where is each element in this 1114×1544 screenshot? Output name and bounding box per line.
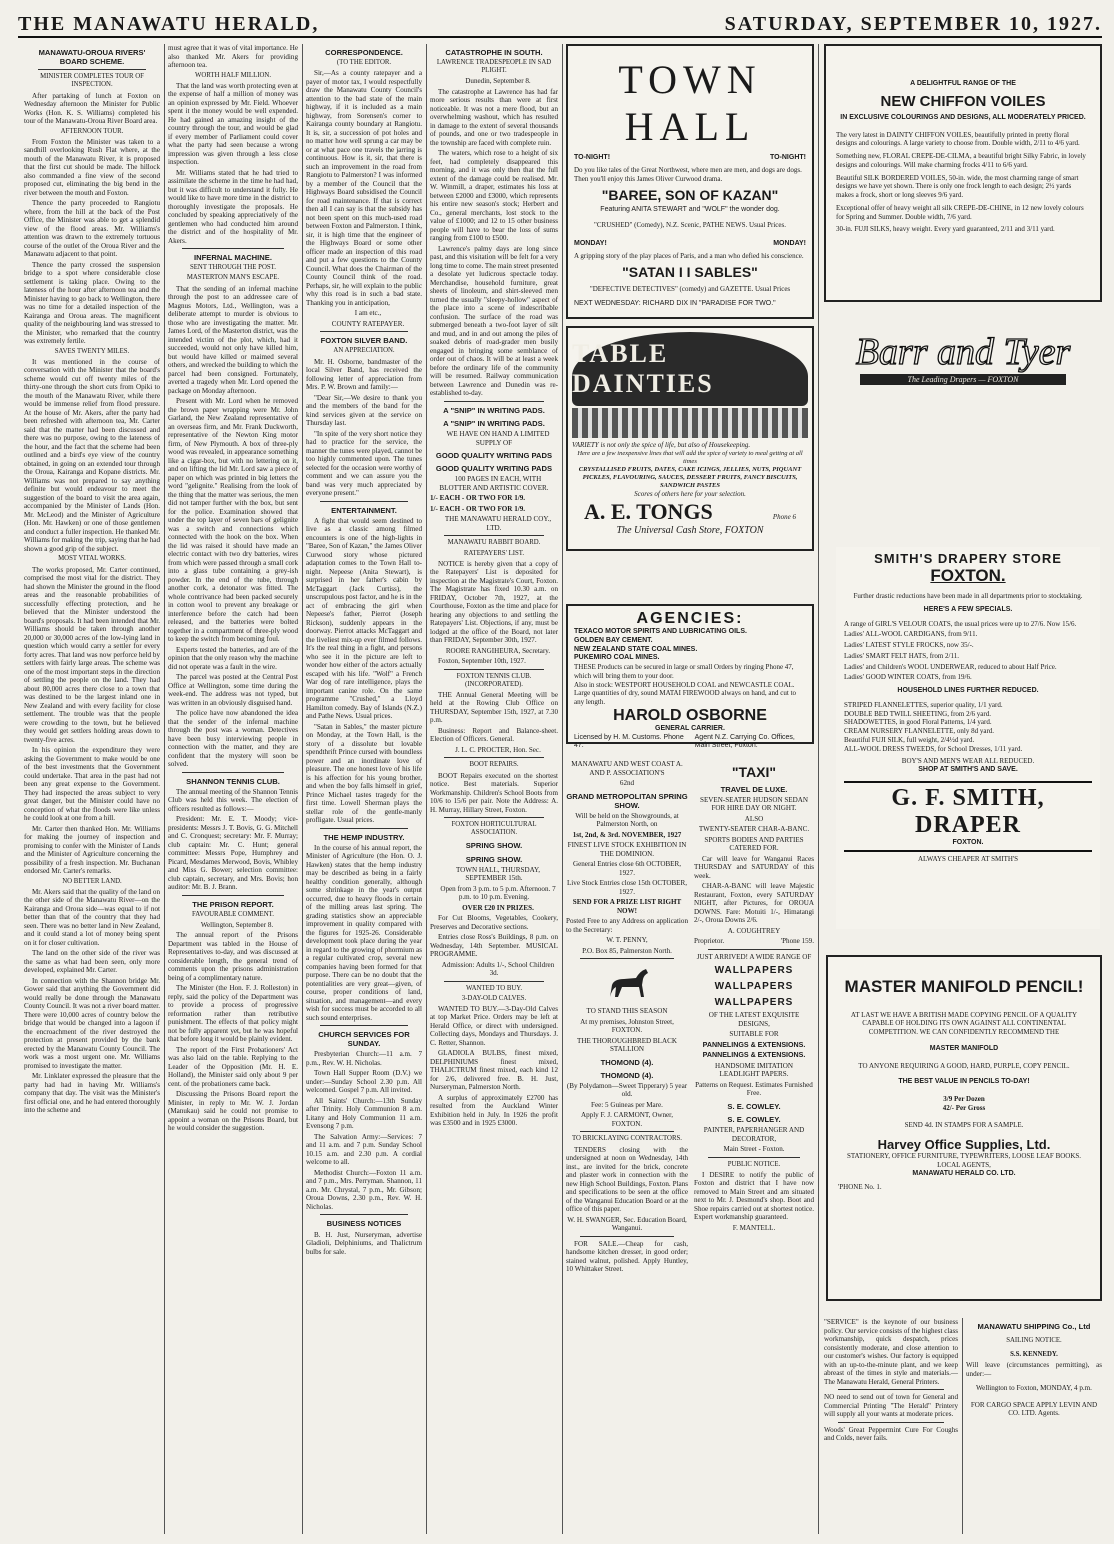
divider — [38, 69, 146, 70]
paragraph: FOR CARGO SPACE APPLY LEVIN AND CO. LTD. Agents. — [970, 1400, 1098, 1418]
signoff: I am etc., — [354, 309, 382, 318]
agency-line: PUKEMIRO COAL MINES. — [574, 654, 660, 662]
ad-text: CRYSTALLISED FRUITS, DATES, CAKE ICINGS, JELLIES, NUTS, PIQUANT PICKLES, FLAVOURING, SAUCES, DESSERT FRUITS, FANCY BISCUITS, SANDWICH PASTES — [578, 466, 802, 490]
printing-notices — [824, 1318, 958, 1534]
tagline: The Universal Cash Store, FOXTON — [616, 525, 764, 537]
divider — [580, 1236, 674, 1237]
masthead-title: THE MANAWATU HERALD, — [18, 12, 320, 35]
headline: CORRESPONDENCE. — [325, 48, 403, 57]
price: 42/- Per Gross — [942, 1103, 986, 1112]
divider — [320, 331, 408, 332]
ad-text: OF THE LATEST EXQUISITE DESIGNS, — [708, 1011, 800, 1028]
ad-item: Ladies' and Children's WOOL UNDERWEAR, reduced to about Half Price. — [844, 662, 1057, 671]
paragraph: It was mentioned in the course of conversation with the Minister that the board's scheme would cut off twenty miles of the thirty-one through the short cuts from Opiki to the mouth of the Manawatu River, while there would be immense relief from flood pressure. At the house of Mr. Akers, after the party had been refreshed with afternoon tea, Mr. Carter said that the matter had been discussed and there was no purpose, owing to the lateness of the hour, and the fact that the scheme had been outlined and a bird's eye view of the country obtained, in going on an extended tour through the Oroua, Kairanga and Kopane districts. Mr. Williams was not prepared to say anything definite but would endeavour to meet the suggestion of the board to visit the area again, accompanied by the Minister of Lands (Hon. Mr. McLeod) and the Minister of Agriculture (Hon. Mr. Hawken) or one of those gentlemen and conduct a fuller inspection. He thanked Mr. Williams for making the trip, saying that he had shown a good grip of the subject. — [24, 357, 160, 553]
paragraph: Present with Mr. Lord when he removed the brown paper wrapping were Mr. John Garland, the New Zealand representative of an overseas firm, and Mr. Frank Duckworth, representative of the Newton King motor firm, of New Plymouth. A box of three-ply wood was revealed, in appearance something like a cigar-box, but with no lettering on it, and on lifting the lid Mr. Lord saw a piece of paper on which was printed in big letters the word "gelignite." Realising from the look of the thing that the matter was serious, the men did not tamper further with the box, but sent for the police. Examination showed that under the top layer of seven bars of gelignite was a switch and connections which connected with the hook on the box. When the lid was raised it should have made an electric contact with two dry batteries, wires from which were passed through a small cork into a glass tube containing a grey-ish powder. In the end of the tube, through another cork, a detonator was fitted. The whole contrivance had been packed securely in cotton wool to prevent any breakage or interference before the catch had been released, and the batteries were bolted together in a compartment of three-ply wood to keep the switch from becoming foul. — [168, 397, 298, 644]
ad-text: PANNELINGS & EXTENSIONS. — [702, 1040, 806, 1049]
next-wednesday: NEXT WEDNESDAY: RICHARD DIX IN "PARADISE FOR TWO." — [574, 300, 776, 307]
ad-text: The very latest in DAINTY CHIFFON VOILES, beautifully printed in pretty floral designs and colourings. A large variety to choose from. Double width, 2/11 to 4/6 yard. — [836, 130, 1080, 148]
ad-item: Ladies' SMART FELT HATS, from 2/11. — [844, 651, 959, 660]
headline: THE PRISON REPORT. — [192, 899, 274, 909]
ad-text: 30-in. FUJI SILKS, heavy weight. Every yard guaranteed, 2/11 and 3/11 yard. — [836, 225, 1055, 234]
paragraph: Mr. Williams stated that he had tried to assimilate the scheme in the time he had had, but it was difficult to understand it fully. He would like to have more time in the district to thoroughly investigate the proposals. He concluded by speaking appreciatively of the gentlemen who had conducted him around the district and of the hospitality of Mr. Akers. — [168, 168, 298, 245]
ad-text: TO STAND THIS SEASON — [586, 1007, 668, 1016]
ad-text: THE THOROUGHBRED BLACK STALLION — [577, 1036, 677, 1054]
signature: ROORE RANGIHEURA, Secretary. — [445, 646, 551, 655]
ad-text: PAINTER, PAPERHANGER AND DECORATOR, — [703, 1126, 805, 1143]
ad-text: SHOP AT SMITH'S AND SAVE. — [918, 766, 1018, 773]
dateline: Wellington, September 8. — [200, 920, 274, 929]
subheadline: NO BETTER LAND. — [62, 877, 122, 885]
ad-text: SEVEN-SEATER HUDSON SEDAN FOR HIRE DAY OR NIGHT. — [700, 795, 808, 813]
masthead-date: SATURDAY, SEPTEMBER 10, 1927. — [724, 12, 1102, 35]
paragraph: The annual report of the Prisons Department was tabled in the House of Representatives to-day, and was discussed at considerable length, the general trend of comments upon the prisons administration being of a complimentary nature. — [168, 931, 298, 982]
subheadline: FAVOURABLE COMMENT. — [192, 910, 274, 918]
paragraph: Presbyterian Church:—11 a.m. 7 p.m., Rev. W. H. Nicholas. — [306, 1050, 422, 1067]
column-rule — [302, 44, 303, 1534]
divider — [708, 1157, 800, 1158]
ad-text: Here are a few inexpensive lines that will add the spice of variety to meal getting at all times — [577, 449, 803, 465]
ad-subheadline: THE BEST VALUE IN PENCILS TO-DAY! — [898, 1078, 1030, 1086]
subheadline: SAVES TWENTY MILES. — [54, 347, 130, 355]
paragraph: must agree that it was of vital importance. He also thanked Mr. Akers for providing afternoon tea. — [168, 44, 298, 69]
paragraph: Mr. Akers said that the quality of the land on the other side of the Manawatu River—on the Kairanga and Oroua side—was equal to if not better than that of the country that they had seen. There was no better land in New Zealand, and it could stand a lot of money being spent on it for closer cultivation. — [24, 887, 160, 947]
ad-text: Something new, FLORAL CREPE-DE-CILMA, a beautiful bright Silky Fabric, in lovely designs and colourings. Will make charming frocks 4/11 to 6/6 yard. — [836, 152, 1086, 169]
ad-headline: GOOD QUALITY WRITING PADS — [435, 451, 553, 461]
smith-nameplate — [844, 781, 1092, 852]
price: 3/9 Per Dozen — [943, 1095, 985, 1104]
food-illustration — [572, 408, 808, 438]
paragraph: TENDERS closing with the undersigned at noon on Wednesday, 14th inst., are invited for the brick, concrete and plaster work in connection with the new High School Buildings, Foxton. Plans and specifications to be seen at the office of the Wanganui Education Board or at the office of this paper. — [566, 1145, 688, 1214]
divider — [580, 958, 674, 959]
headline: WANTED TO BUY. — [465, 984, 523, 992]
paragraph: The Minister (the Hon. F. J. Rolleston) in reply, said the policy of the Department was to provide a process of progressive reformation rather than retributive punishment. The effects of that policy might not be fully apparent yet, but he was hopeful that before long it would be plainly evident. — [168, 984, 298, 1044]
paragraph: Wellington to Foxton, MONDAY, 4 p.m. — [976, 1384, 1092, 1393]
ad-text: 1st, 2nd, & 3rd. NOVEMBER, 1927 — [572, 830, 682, 839]
paragraph: Sir,—As a county ratepayer and a payer of motor tax, I would respectfully draw the Manawatu County Council's attention to the bad state of the main highway, if it is included as a main highway, from Sorensen's corner to Kairanga county boundary at Rangiotu. It is, sir, a succession of pot holes and no matter how well sprung a car may be or at what pace one travels the jarring is continuous. How is it, sir, that there is such an improvement in the road from Rangiotu to Palmerston? I was informed by a member of the Council that the Highways Board subsidised the Council for road maintenance. If that is correct then all I can say is that the subsidy has not been spent on this much-used road between Foxton and Palmerston. I think, sir, it is high time that the engineer of the Highways Board or some other officer made an inspection of this road and put a few questions to the County Council. What does the Chairman of the County Council think of the road. Perhaps, sir, he will explain to the public why this road is in such a bad state. Thanking you in anticipation, — [306, 69, 422, 307]
ad-item: STRIPED FLANNELETTES, superior quality, 1/1 yard. — [844, 700, 1003, 709]
paragraph: The parcel was posted at the Central Post Office at Wellington, some time during the week-end. The address was not typed, but was written in an obviously disguised hand. — [168, 673, 298, 707]
ad-item: A range of GIRL'S VELOUR COATS, the usual prices were up to 27/6. Now 15/6. — [844, 619, 1077, 628]
headline: MANAWATU RABBIT BOARD. — [447, 539, 541, 547]
film-title: "BAREE, SON OF KAZAN" — [601, 187, 779, 204]
article-column-2 — [168, 44, 298, 1534]
column-rule — [962, 1318, 963, 1534]
ad-text: P.O. Box 85, Palmerston North. — [582, 946, 672, 955]
headline: INFERNAL MACHINE. — [194, 253, 272, 263]
ad-text: Main Street - Foxton. — [723, 1145, 785, 1154]
column-rule — [164, 44, 165, 1534]
tonight-label: TO-NIGHT! — [574, 154, 611, 161]
paragraph: The annual meeting of the Shannon Tennis Club was held this week. The election of officers resulted as follows:— — [168, 787, 298, 813]
ad-text: Apply F. J. CARMONT, Owner, FOXTON. — [580, 1111, 674, 1128]
article-column-1 — [24, 44, 160, 1534]
headline: BUSINESS NOTICES — [326, 1219, 402, 1229]
paragraph: "SERVICE" is the keynote of our business policy. Our service consists of the highest class workmanship, quick despatch, prices consistently moderate, and close attention to our customer's wishes. Our factory is equipped with an up-to-the-minute plant, and we keep abreast of the times in style and materials.—The Manawatu Herald, General Printers. — [824, 1318, 958, 1386]
ad-headline: WALLPAPERS — [714, 981, 794, 993]
business-role: GENERAL CARRIER. — [655, 724, 725, 732]
agencies-ad — [566, 604, 814, 750]
headline: CATASTROPHE IN SOUTH. — [445, 48, 543, 57]
phone-number: 'Phone 159. — [780, 937, 814, 946]
paragraph: NO need to send out of town for General and Commercial Printing "The Herald" Printery will supply all your wants at moderate prices. — [824, 1393, 958, 1418]
ad-text: TWENTY-SEATER CHAR-A-BANC. — [698, 825, 810, 834]
ad-text: Beautiful SILK BORDERED VOILES, 50-in. wide, the most charming range of smart designs we have yet shown. There is only one frock length to each design; 2½ yards makes a frock, short or long sleeves 9/6 yard. — [836, 173, 1079, 199]
ad-subheadline: TRAVEL DE LUXE. — [720, 784, 788, 794]
headline: FOXTON SILVER BAND. — [320, 336, 408, 346]
subheadline: 3-DAY-OLD CALVES. — [461, 994, 527, 1002]
classifieds-column-6 — [694, 760, 814, 1534]
divider — [444, 817, 544, 818]
paragraph: The works proposed, Mr. Carter continued, comprised the most vital for the district. They had shown the Minister the ground in the flood areas and the reasonable probabilities of successfully effecting protection, and he believed that the Minister understood the board's proposals. It had been intended that Mr. Williams should be taken through another 20,000 or 30,000 acres of the low-lying land in question which would carry a settler for every forty acres. That land was now perforce held by settlers with fairly large areas. The scheme was one of the most important steps in the direction of settling the people on the land. They had about 80,000 acres there close to a town that was destined to be the largest inland one in New Zealand and with every facility for close settlement. The trouble was that the people were crowding to the town, but he believed they would get settlers holding areas down to twenty-five acres. — [24, 565, 160, 744]
support-program: "CRUSHED" (Comedy), N.Z. Scenic, PATHE NEWS. Usual Prices. — [594, 221, 786, 229]
ad-price: 1/- EACH - OR TWO FOR 1/9. — [430, 504, 526, 513]
ad-headline: "TAXI" — [731, 764, 777, 780]
ad-text: THESE Products can be secured in large or small Orders by ringing Phone 47, which will bring them to your door. — [574, 663, 794, 680]
headline: FOXTON TENNIS CLUB. (INCORPORATED). — [456, 672, 532, 688]
ad-text: 100 PAGES IN EACH, WITH BLOTTER AND ARTISTIC COVER. — [439, 475, 549, 492]
ad-text: PANNELINGS & EXTENSIONS. — [702, 1051, 806, 1060]
ad-text: Further drastic reductions have been made in all departments prior to stocktaking. — [853, 592, 1083, 600]
headline: ENTERTAINMENT. — [331, 505, 397, 515]
paragraph: In the course of his annual report, the Minister of Agriculture (the Hon. O. J. Hawken) states that the hemp industry may be described as being in a fairly healthy condition generally, although some shrinkage in the year's output occurred, due to heavy floods in certain of the milling areas last spring. The grading statistics show an appreciable improvement in quality compared with the figures for 1925-26. Considerable development took place during the year in regard to the growing of phormium as a regular cultivated crop, several new companies having been formed for that purpose. There can be no doubt that the potentialities are very great—given, of course, proper conditions of land, situation, and management—and every wish for success must be accorded to all such sound enterprises. — [306, 843, 422, 1022]
ad-text: Live Stock Entries close 15th OCTOBER, 1927. — [566, 879, 688, 896]
ad-item: Beautiful FUJI SILK, full weight, 2/4½d yard. — [844, 735, 975, 744]
chiffon-voiles-ad — [824, 44, 1102, 302]
agencies-title: AGENCIES: — [636, 610, 744, 627]
divider — [444, 669, 544, 670]
paragraph: B. H. Just, Nurseryman, advertise Gladioli, Delphiniums, and Thalictrum bulbs for sale. — [306, 1230, 422, 1256]
paragraph: THE Annual General Meeting will be held at the Rowing Club Office on THURSDAY, September 15th, 1927, at 7.30 p.m. — [430, 690, 558, 725]
paragraph: Entries close Ross's Buildings, 8 p.m. on Wednesday, 14th September. MUSICAL PROGRAMME. — [430, 933, 558, 959]
paragraph: All Saints' Church:—13th Sunday after Trinity. Holy Communion 8 a.m. Litany and Holy Communion 11 a.m. Evensong 7 p.m. — [306, 1096, 422, 1131]
paragraph: A fight that would seem destined to live as a classic among filmed encounters is one of the high-lights in "Baree, Son of Kazan," the James Oliver Curwood story whose pictured adaptation comes to the Town Hall to-night. Nepeese (Anita Stewart), is surprised in her father's cabin by McTaggart (Jack Curtiss), the unscrupulous post factor, and he is in the act of embracing the girl when Nepeese's father, Pierrot (Joseph Rickson), suddenly appears in the doorway. Pierrot attacks McTaggart and the liveliest mix-up ever filmed follows. It's the real thing in a fight, and persons who see it in the picture are left to wonder how either of the actors actually escaped with his life. "Wolf" a French War dog of rare intelligence, plays the important canine role. On the same programme "Crushed," a Lloyd Hamilton comedy. Bay of Islands (N.Z.) and Pathe News. Usual prices. — [306, 516, 422, 721]
ad-text: Posted Free to any Address on application to the Secretary: — [566, 917, 688, 934]
ad-subheadline: HERE'S A FEW SPECIALS. — [923, 605, 1013, 613]
ad-text: A DELIGHTFUL RANGE OF THE — [910, 80, 1016, 87]
paragraph: In his opinion the expenditure they were asking the Government to make would be one of the best investments that the Government could undertake. That area in the past had not been any great expense to the Government. They had inspected the areas subject to very great danger, but the Minister could have no conception of what the floods were like unless he could look at one from a hill. — [24, 746, 160, 822]
ad-text: SEND FOR A PRIZE LIST RIGHT NOW! — [572, 898, 682, 915]
subheadline: SENT THROUGH THE POST. — [190, 264, 276, 272]
ad-headline: A "SNIP" IN WRITING PADS. — [443, 405, 545, 415]
paragraph: That the land was worth protecting even at the expense of half a million of money was an opinion expressed by Mr. Field. Whoever spent it the money would be well expended. He had gained an amazing insight of the country through the tour, and would be glad if every member of Parliament could cover what the party had seen because a wrong impression was given through a less close inspection. — [168, 81, 298, 167]
paragraph: A surplus of approximately £2700 has resulted from the Auckland Winter Exhibition held in July. In 1926 the profit was £3500 and in 1925 £3000. — [430, 1093, 558, 1128]
support-program: "DEFECTIVE DETECTIVES" (comedy) and GAZETTE. Usual Prices — [589, 285, 791, 294]
ad-text: WE HAVE ON HAND A LIMITED SUPPLY OF — [446, 430, 550, 447]
ad-headline: GRAND METROPOLITAN SPRING SHOW. — [566, 791, 688, 810]
town-hall-title: TOWN HALL — [618, 57, 762, 149]
paragraph: Discussing the Prisons Board report the Minister, in reply to Mr. W. J. Jordan (Manukau) said he could not promise to appoint a woman on the Prisons Board, but he would consider the suggestion. — [168, 1090, 298, 1133]
ad-text: W. T. PENNY, — [606, 936, 648, 945]
agency-line: GOLDEN BAY CEMENT. — [574, 636, 653, 644]
article-column-3 — [306, 44, 422, 1534]
tagline: ALWAYS CHEAPER AT SMITH'S — [917, 854, 1019, 863]
smith-drapery-ad — [836, 547, 1100, 929]
divider — [182, 895, 284, 896]
subheadline: MASTERTON MAN'S ESCAPE. — [186, 274, 280, 282]
ad-text: STATIONERY, OFFICE FURNITURE, TYPEWRITERS, LOOSE LEAF BOOKS. — [846, 1152, 1082, 1161]
business-name: Harvey Office Supplies, Ltd. — [877, 1137, 1051, 1153]
divider — [838, 1422, 944, 1423]
agent-text: Agent N.Z. Carrying Co. Offices, Main Street, Foxton. — [694, 733, 795, 750]
column-rule — [562, 44, 563, 1534]
ad-headline: THOMOND (4). — [600, 1070, 654, 1080]
logo-tagline: The Leading Drapers — FOXTON — [860, 374, 1066, 385]
subheadline: AN APPRECIATION. — [333, 347, 395, 355]
ad-item: CREAM NURSERY FLANNELETTE, only 8d yard. — [844, 727, 995, 735]
license-row — [574, 734, 806, 752]
subheadline: RATEPAYERS' LIST. — [463, 549, 525, 557]
monday-row — [574, 240, 806, 249]
ad-item: Ladies' GOOD WINTER COATS, from 19/6. — [844, 673, 972, 682]
paragraph: The catastrophe at Lawrence has had far more serious results than were at first noticeable. It was not a mere flood, but an overwhelming washout, which has resulted in damage to the extent of several thousands of pounds, and one or two tradespeople in the township are faced with complete ruin. — [430, 87, 558, 147]
ship-name: S.S. KENNEDY. — [1010, 1351, 1058, 1359]
ad-text: Fee: 5 Guineas per Mare. — [591, 1100, 663, 1109]
paragraph: Mr. Carter then thanked Hon. Mr. Williams for making the journey of inspection and promising to confer with the Minister of Lands and the Minister of Agriculture concerning the possibility of a fresh inspection. Mr. Buchanan endorsed Mr. Carter's remarks. — [24, 824, 160, 875]
paragraph: Lawrence's palmy days are long since past, and this visitation will be felt for a very long time to come. The main street presented a desolate yet ludicrous spectacle today. Merchandise, household furniture, great sheets of linoleum, and shirt-sleeved men turned the usually "sleepy-hollow" aspect of the place into a scene of indescribable confusion. The surface of the road was submerged beneath a two-foot layer of silt and mud, and in and out among the piles of soaked debris of road-grader men busily engaged in bringing some semblance of order out of chaos. It will be at least a week before the ordinary life of the community will be resumed. Railway communication between Lawrence and Dunedin was re-established to-day. — [430, 244, 558, 398]
ad-text: MANAWATU HERALD CO. LTD. — [912, 1169, 1016, 1177]
paragraph: For Cut Blooms, Vegetables, Cookery, Preserves and Decorative sections. — [430, 914, 558, 931]
ad-text: ALSO — [744, 814, 764, 823]
ad-headline: A "SNIP" IN WRITING PADS. — [443, 419, 545, 429]
paragraph: NOTICE is hereby given that a copy of the Ratepayers' List is deposited for inspection at the Magistrate's Court, Foxton. The Magistrate has fixed 10.30 a.m. on FRIDAY, October 7th, 1927, at the Courthouse, Foxton as the time and place for hearing any objections to and settling the Ratepayers' List. Objections, if any, must be lodged at the office of the Board, not later than FRIDAY, September 30th, 1927. — [430, 559, 558, 645]
paragraph: GLADIOLA BULBS, finest mixed, DELPHINIUMS finest mixed, THALICTRUM finest mixed, each kind 12 for 2/6, delivered free. B. H. Just, Nurseryman, Palmerston North. — [430, 1049, 558, 1092]
ad-text: FINEST LIVE STOCK EXHIBITION IN THE DOMINION. — [567, 841, 687, 858]
divider — [708, 949, 800, 950]
ad-text: LOCAL AGENTS, — [937, 1161, 991, 1170]
tongs-ad — [566, 326, 814, 551]
divider — [182, 772, 284, 773]
headline: PUBLIC NOTICE. — [727, 1160, 781, 1168]
paragraph: Foxton, September 10th, 1927. — [438, 657, 526, 666]
paragraph: President: Mr. E. T. Moody; vice-presidents: Messrs J. T. Bovis, G. G. Mitchell and C. Cronquest; secretary: Mr. F. Murray; club captain: Mr. C. Hunt; general committee: Messrs Pope, Humphrey and Picard, Mesdames Merwood, Bovis, Whibley and Miss G. Bower; selection committee: club captain, secretary, and Mrs. Bovis; hon auditor: Mr. B. J. Brann. — [168, 815, 298, 892]
signature: J. L. C. PROCTER, Hon. Sec. — [455, 745, 541, 754]
ad-text: SEND 4d. IN STAMPS FOR A SAMPLE. — [904, 1120, 1024, 1129]
divider — [320, 1025, 408, 1026]
phone-number: Phone 6 — [772, 513, 796, 522]
headline: MANAWATU-OROUA RIVERS' BOARD SCHEME. — [38, 48, 146, 67]
business-name: G. F. SMITH, DRAPER — [891, 784, 1045, 838]
paragraph: TOWN HALL, THURSDAY, SEPTEMBER 15th. — [455, 865, 541, 883]
business-name: HAROLD OSBORNE — [613, 706, 767, 724]
logo-wordmark: Barr and Tyer — [855, 331, 1071, 373]
divider — [838, 1389, 944, 1390]
ad-text: SUITABLE FOR — [729, 1030, 779, 1039]
dateline: Dunedin, September 8. — [465, 77, 531, 86]
town-hall-ad — [566, 44, 814, 319]
ad-price: 1/- EACH - OR TWO FOR 1/9. — [430, 494, 526, 503]
horse-icon — [602, 963, 652, 1003]
headline: TO BRICKLAYING CONTRACTORS. — [572, 1135, 682, 1143]
monday-label: MONDAY! — [773, 239, 806, 247]
headline: THE HEMP INDUSTRY. — [323, 832, 405, 842]
subheadline: LAWRENCE TRADESPEOPLE IN SAD PLIGHT. — [436, 59, 552, 75]
signature: A. COUGHTREY — [727, 926, 781, 935]
ad-headline: FOXTON. — [930, 566, 1006, 585]
business-name: A. E. TONGS — [584, 499, 713, 525]
shipping-notice — [966, 1318, 1102, 1534]
paragraph: WANTED TO BUY.—3-Day-Old Calves at top Market Price. Orders may be left at Herald Office, or direct with undersigned. Collecting days, Mondays and Thursdays. J. C. Retter, Shannon. — [430, 1004, 558, 1047]
column-rule — [818, 44, 819, 1534]
article-column-4 — [430, 44, 558, 1534]
paragraph: BOOT Repairs executed on the shortest notice. Best materials. Superior Workmanship. Children's School Boots from 10/6 to 15/6 per pair. Note the Address: A. H. Murray, Hillary Street, Foxton. — [430, 771, 558, 814]
divider — [444, 981, 544, 982]
divider — [182, 248, 284, 249]
ad-text: General Entries close 6th OCTOBER, 1927. — [572, 860, 682, 877]
headline: BOOT REPAIRS. — [469, 761, 519, 769]
paragraph: Car will leave for Wanganui Races THURSDAY and SATURDAY of this week. — [694, 854, 814, 880]
ad-text: FOXTON. — [952, 838, 984, 846]
ad-signature: THE MANAWATU HERALD COY., LTD. — [444, 515, 552, 532]
paragraph: Methodist Church:—Foxton 11 a.m. and 7 p.m., Mrs. Perryman. Shannon, 11 a.m. Mr. Chrystal, 7 p.m., Mr. Gibson; Oroua Downs, 2.30 p.m., Rev. W. H. Nicholas. — [306, 1168, 422, 1211]
table-dainties-banner: TABLE DAINTIES — [572, 332, 808, 406]
ad-headline: WALLPAPERS — [714, 965, 794, 977]
business-name: S. E. COWLEY. — [727, 1101, 781, 1111]
ad-item: ALL-WOOL DRESS TWEEDS, for School Dresses, 1/11 yard. — [844, 744, 1023, 753]
ad-text: BOY'S AND MEN'S WEAR ALL REDUCED. — [901, 757, 1035, 766]
paragraph: Will leave (circumstances permitting), as under:— — [966, 1361, 1102, 1378]
paragraph: Experts tested the batteries, and are of the opinion that the only reason why the machine did not operate was a fault in the wire. — [168, 645, 298, 671]
paragraph: Business: Report and Balance-sheet. Election of Officers. General. — [430, 726, 558, 744]
tongs-name-row — [572, 499, 808, 525]
ad-subheadline: MASTER MANIFOLD — [929, 1044, 999, 1052]
paragraph: "Dear Sir,—We desire to thank you and the members of the band for the kind services given at the service on Thursday last. — [306, 393, 422, 428]
ad-text: Exceptional offer of heavy weight all silk CREPE-DE-CHINE, in 12 new lovely colours for Spring and Summer. Double width, 7/6 yard. — [836, 203, 1084, 221]
subheadline: MINISTER COMPLETES TOUR OF INSPECTION. — [40, 73, 144, 89]
film-intro: Do you like tales of the Great Northwest, where men are men, and dogs are dogs. Then you'll enjoy this James Oliver Curwood drama. — [574, 165, 802, 183]
ad-text: SPORTS BODIES AND PARTIES CATERED FOR. — [704, 835, 804, 853]
column-rule — [426, 44, 427, 1534]
paragraph: The police have now abandoned the idea that the sender of the infernal machine through the post was a woman. Detectives have been busy interviewing people in connection with the matter, and they are confident that the mystery will soon be solved. — [168, 709, 298, 769]
divider — [444, 401, 544, 402]
ad-text: Proprietor. — [694, 937, 725, 946]
subheadline: WORTH HALF MILLION. — [194, 71, 272, 79]
ad-text: TO ANYONE REQUIRING A GOOD, HARD, PURPLE, COPY PENCIL. — [858, 1061, 1070, 1070]
paragraph: The Salvation Army:—Services: 7 and 11 a.m. and 7 p.m. Sunday School 10.15 a.m. and 2.30 p.m. A cordial welcome to all. — [306, 1132, 422, 1167]
paragraph: OVER £20 IN PRIZES. — [462, 903, 534, 912]
ad-text: Also in stock: WESTPORT HOUSEHOLD COAL and NEWCASTLE COAL. Large quantities of dry, sound MATAI FIREWOOD always on hand, and cut to any length. — [574, 680, 797, 706]
divider — [320, 501, 408, 502]
ad-text: JUST ARRIVED! A WIDE RANGE OF — [696, 952, 812, 961]
signature: W. H. SWANGER, Sec. Education Board, Wanganui. — [567, 1215, 687, 1233]
paragraph: Woods' Great Peppermint Cure For Coughs and Colds, never fails. — [824, 1425, 958, 1442]
divider — [320, 1214, 408, 1215]
subheadline: AFTERNOON TOUR. — [60, 127, 124, 135]
ad-text: IN EXCLUSIVE COLOURINGS AND DESIGNS, ALL MODERATELY PRICED. — [840, 113, 1086, 121]
paragraph: The waters, which rose to a height of six feet, had completely disappeared this morning, and it was only then that the full extent of the damage could be realised. Mr. W. Winmill, a draper, estimates his loss at between £2000 and £3000, which represents his entire new season's stock; Herbert and Co., general merchants, lost stock to the value of £1000; and 12 to 15 other business people will have to bear the loss of sums ranging from £100 to £500. — [430, 149, 558, 243]
headline: SHANNON TENNIS CLUB. — [186, 776, 280, 786]
ad-headline: WALLPAPERS — [714, 997, 794, 1009]
tonight-row — [574, 154, 806, 163]
ad-text: (By Polydamon—Sweet Tipperary) 5 year old. — [566, 1081, 688, 1099]
paragraph: I DESIRE to notify the public of Foxton and district that I have now removed to Main Street and am situated next to Mr. J. Desmond's shop. Boot and Shoe repairs carried out at shortest notice. Expert workmanship guaranteed. — [694, 1170, 814, 1222]
ad-headline: MANAWATU SHIPPING Co., Ltd — [977, 1322, 1091, 1331]
ad-text: VARIETY is not only the spice of life, but also of Housekeeping. — [572, 441, 751, 449]
ad-subheadline: HOUSEHOLD LINES FURTHER REDUCED. — [897, 687, 1039, 694]
divider — [444, 535, 544, 536]
barr-tyer-logo — [836, 330, 1090, 402]
ad-text: At my premises, Johnston Street, FOXTON. — [580, 1017, 674, 1035]
headline: CHURCH SERVICES FOR SUNDAY. — [318, 1030, 410, 1049]
ad-item: Ladies' LATEST STYLE FROCKS, now 35/-. — [844, 641, 974, 649]
classifieds-column-5 — [566, 760, 688, 1534]
paragraph: "Satan in Sables," the master picture on Monday, at the Town Hall, is the story of a dissolute but lovable spendthrift Prince cursed with boundless power and an inordinate love of pleasure. The one honest love of his life is his affection for his young brother, and when the boy falls himself in grief, Prince Michael tastes tragedy for the first time. Lowell Sherman plays the stellar role of the gentle-manly profligate. Usual prices. — [306, 722, 422, 825]
film-title: "SATAN I I SABLES" — [622, 264, 758, 281]
paragraph: "In spite of the very short notice they had to practice for the service, the manner the tunes were played, cannot be too highly commented upon. The tunes selected for the occasion were worthy of comment and we can assure you the band was very much appreciated by everyone present." — [306, 429, 422, 498]
business-name: S. E. COWLEY. — [727, 1115, 781, 1125]
paragraph: From Foxton the Minister was taken to a sandhill overlooking Rush Flat where, at the mouth of the Manawatu River, it is proposed that the first cut should be made. The hillock also commanded a fine view of the second proposed cut, eliminating the big bend in the river between the mouth and Foxton. — [24, 137, 160, 197]
ad-text: Patterns on Request. Estimates Furnished Free. — [695, 1080, 813, 1098]
paragraph: The land on the other side of the river was the same as what had been seen, only more developed, explained Mr. Carter. — [24, 949, 160, 975]
paragraph: Thence the party proceeded to Rangiotu where, from the hill at the back of the Post Office, the Minister was able to get a splendid view of the flood areas. Mr. Williams's attention was drawn to the extremely tortuous course of the outlet of the Oroua River and the Manawatu adjacent to that point. — [24, 199, 160, 259]
paragraph: CHAR-A-BANC will leave Majestic Restaurant, Foxton, every SATURDAY NIGHT, after Pictures, for OROUA DOWNS. Fare: Motuiti 1/-, Himatangi 2/-, Oroua Downs 2/6. — [694, 882, 814, 925]
subheadline: MOST VITAL WORKS. — [58, 555, 126, 563]
ad-headline: SMITH'S DRAPERY STORE — [874, 551, 1062, 566]
ad-text: 62nd — [619, 779, 635, 787]
subheadline: (TO THE EDITOR. — [336, 59, 392, 67]
ad-item: Ladies' ALL-WOOL CARDIGANS, from 9/11. — [844, 630, 978, 639]
ad-headline: SPRING SHOW. — [465, 841, 523, 851]
divider — [320, 828, 408, 829]
divider — [444, 757, 544, 758]
paragraph: Town Hall Supper Room (D.V.) we under:—Sunday School 2.30 p.m. All welcomed. Gospel 7 p.m. All invited. — [306, 1069, 422, 1095]
paragraph: The report of the First Probationers' Act was also laid on the table. Replying to the Leader of the Opposition (Mr. H. E. Holland), the Minister said only about 9 per cent. of the probationers came back. — [168, 1045, 298, 1088]
paragraph: That the sending of an infernal machine through the post to an addressee care of Magnus Motors, Ltd., Wellington, was a deliberate attempt to murder is obvious to those who are investigating the matter. Mr. James Lord, of the Masterton district, was the intended victim of the plot, which, had it succeeded, would not only have killed him, but would have killed or maimed several others, and wrecked the building to which the parcel had been consigned. Fortunately, averted a tragedy when Mr. Lord opened the package on Monday afternoon. — [168, 284, 298, 395]
tonight-label: TO-NIGHT! — [769, 154, 806, 161]
film-intro: A gripping story of the play places of Paris, and a man who defied his conscience. — [574, 251, 804, 260]
ad-headline: SPRING SHOW. — [465, 854, 523, 864]
ad-headline: NEW CHIFFON VOILES — [880, 92, 1046, 110]
paragraph: Open from 3 p.m. to 5 p.m. Afternoon. 7 p.m. to 10 p.m. Evening. — [440, 884, 556, 902]
signature: F. MANTELL. — [732, 1223, 776, 1232]
signature: COUNTY RATEPAYER. — [331, 319, 405, 328]
ad-headline: GOOD QUALITY WRITING PADS — [435, 464, 553, 474]
agency-line: NEW ZEALAND STATE COAL MINES. — [574, 645, 698, 653]
paragraph: Mr. Linklater expressed the pleasure that the party had had in having Mr. Williams's company that day. The visit was the Minister's first official one, and he had entered thoroughly into the scheme and — [24, 1072, 160, 1115]
paragraph: Mr. H. Osborne, bandmaster of the local Silver Band, has received the following letter of appreciation from Mrs. P. W. Brown and family:— — [306, 357, 422, 392]
paragraph: FOR SALE.—Cheap for cash, handsome kitchen dresser, in good order; stained walnut, polished. Apply Huntley, 10 Whittaker Street. — [566, 1239, 688, 1274]
monday-label: MONDAY! — [574, 239, 607, 247]
proprietor-row — [694, 937, 814, 946]
agency-line: TEXACO MOTOR SPIRITS AND LUBRICATING OILS. — [574, 628, 747, 635]
ad-text: 'PHONE No. 1. — [838, 1182, 882, 1191]
master-manifold-ad — [826, 955, 1102, 1301]
masthead — [18, 12, 1102, 38]
paragraph: Thence the party crossed the suspension bridge to a spot where considerable close settlement is taking place. Owing to the lateness of the hour after afternoon tea and the Minister having to go back to Wellington, there was no time for a detailed inspection of the Kairanga and Oroua areas. The magnificent quality of the neighbouring land was stressed to the Minister, who remarked that the country was extremely fertile. — [24, 260, 160, 346]
film-cast: Featuring ANITA STEWART and "WOLF" the wonder dog. — [600, 206, 780, 214]
ad-item: DOUBLE BED TWILL SHEETING, from 2/6 yard. — [844, 709, 991, 718]
divider — [580, 1131, 674, 1132]
headline: FOXTON HORTICULTURAL ASSOCIATION. — [451, 821, 537, 837]
ad-item: SHADOWETTES, in good Floral Patterns, 1/4 yard. — [844, 718, 992, 727]
paragraph: In connection with the Shannon bridge Mr. Gower said that anything the Government did would really be done through the Manawatu County Council. It was not a river board matter. There were 10,000 acres of country below the bridge that would be changed into a lagoon if the encroachment of the river destroyed the protection at present provided by the bank erected by the Manawatu County Council. The work was a most urgent one. Mr. Williams promised to investigate the matter. — [24, 976, 160, 1070]
paragraph: After partaking of lunch at Foxton on Wednesday afternoon the Minister for Public Works (Hon. K. S. Williams) completed his tour of the Manawatu-Oroua River Board area. — [24, 91, 160, 126]
ad-headline: THOMOND (4). — [600, 1057, 654, 1067]
ad-text: AT LAST WE HAVE A BRITISH MADE COPYING PENCIL OF A QUALITY CAPABLE OF HOLDING ITS OWN AGAINST ALL CONTINENTAL COMPETITION. WE CAN CONFIDENTLY RECOMMEND THE — [850, 1010, 1078, 1037]
ad-text: MANAWATU AND WEST COAST A. AND P. ASSOCIATION'S — [571, 760, 683, 777]
ad-text: HANDSOME IMITATION LEADLIGHT PAPERS. — [714, 1061, 794, 1079]
subheadline: SAILING NOTICE. — [1006, 1337, 1062, 1345]
ad-text: Will be held on the Showgrounds, at Palmerston North, on — [575, 811, 679, 829]
license-text: Licensed by H. M. Customs. Phone 47. — [574, 733, 684, 750]
ad-text: Scores of others here for your selection. — [634, 490, 746, 499]
ad-headline: MASTER MANIFOLD PENCIL! — [844, 977, 1084, 996]
paragraph: Admission: Adults 1/-, School Children 3d. — [441, 960, 555, 978]
